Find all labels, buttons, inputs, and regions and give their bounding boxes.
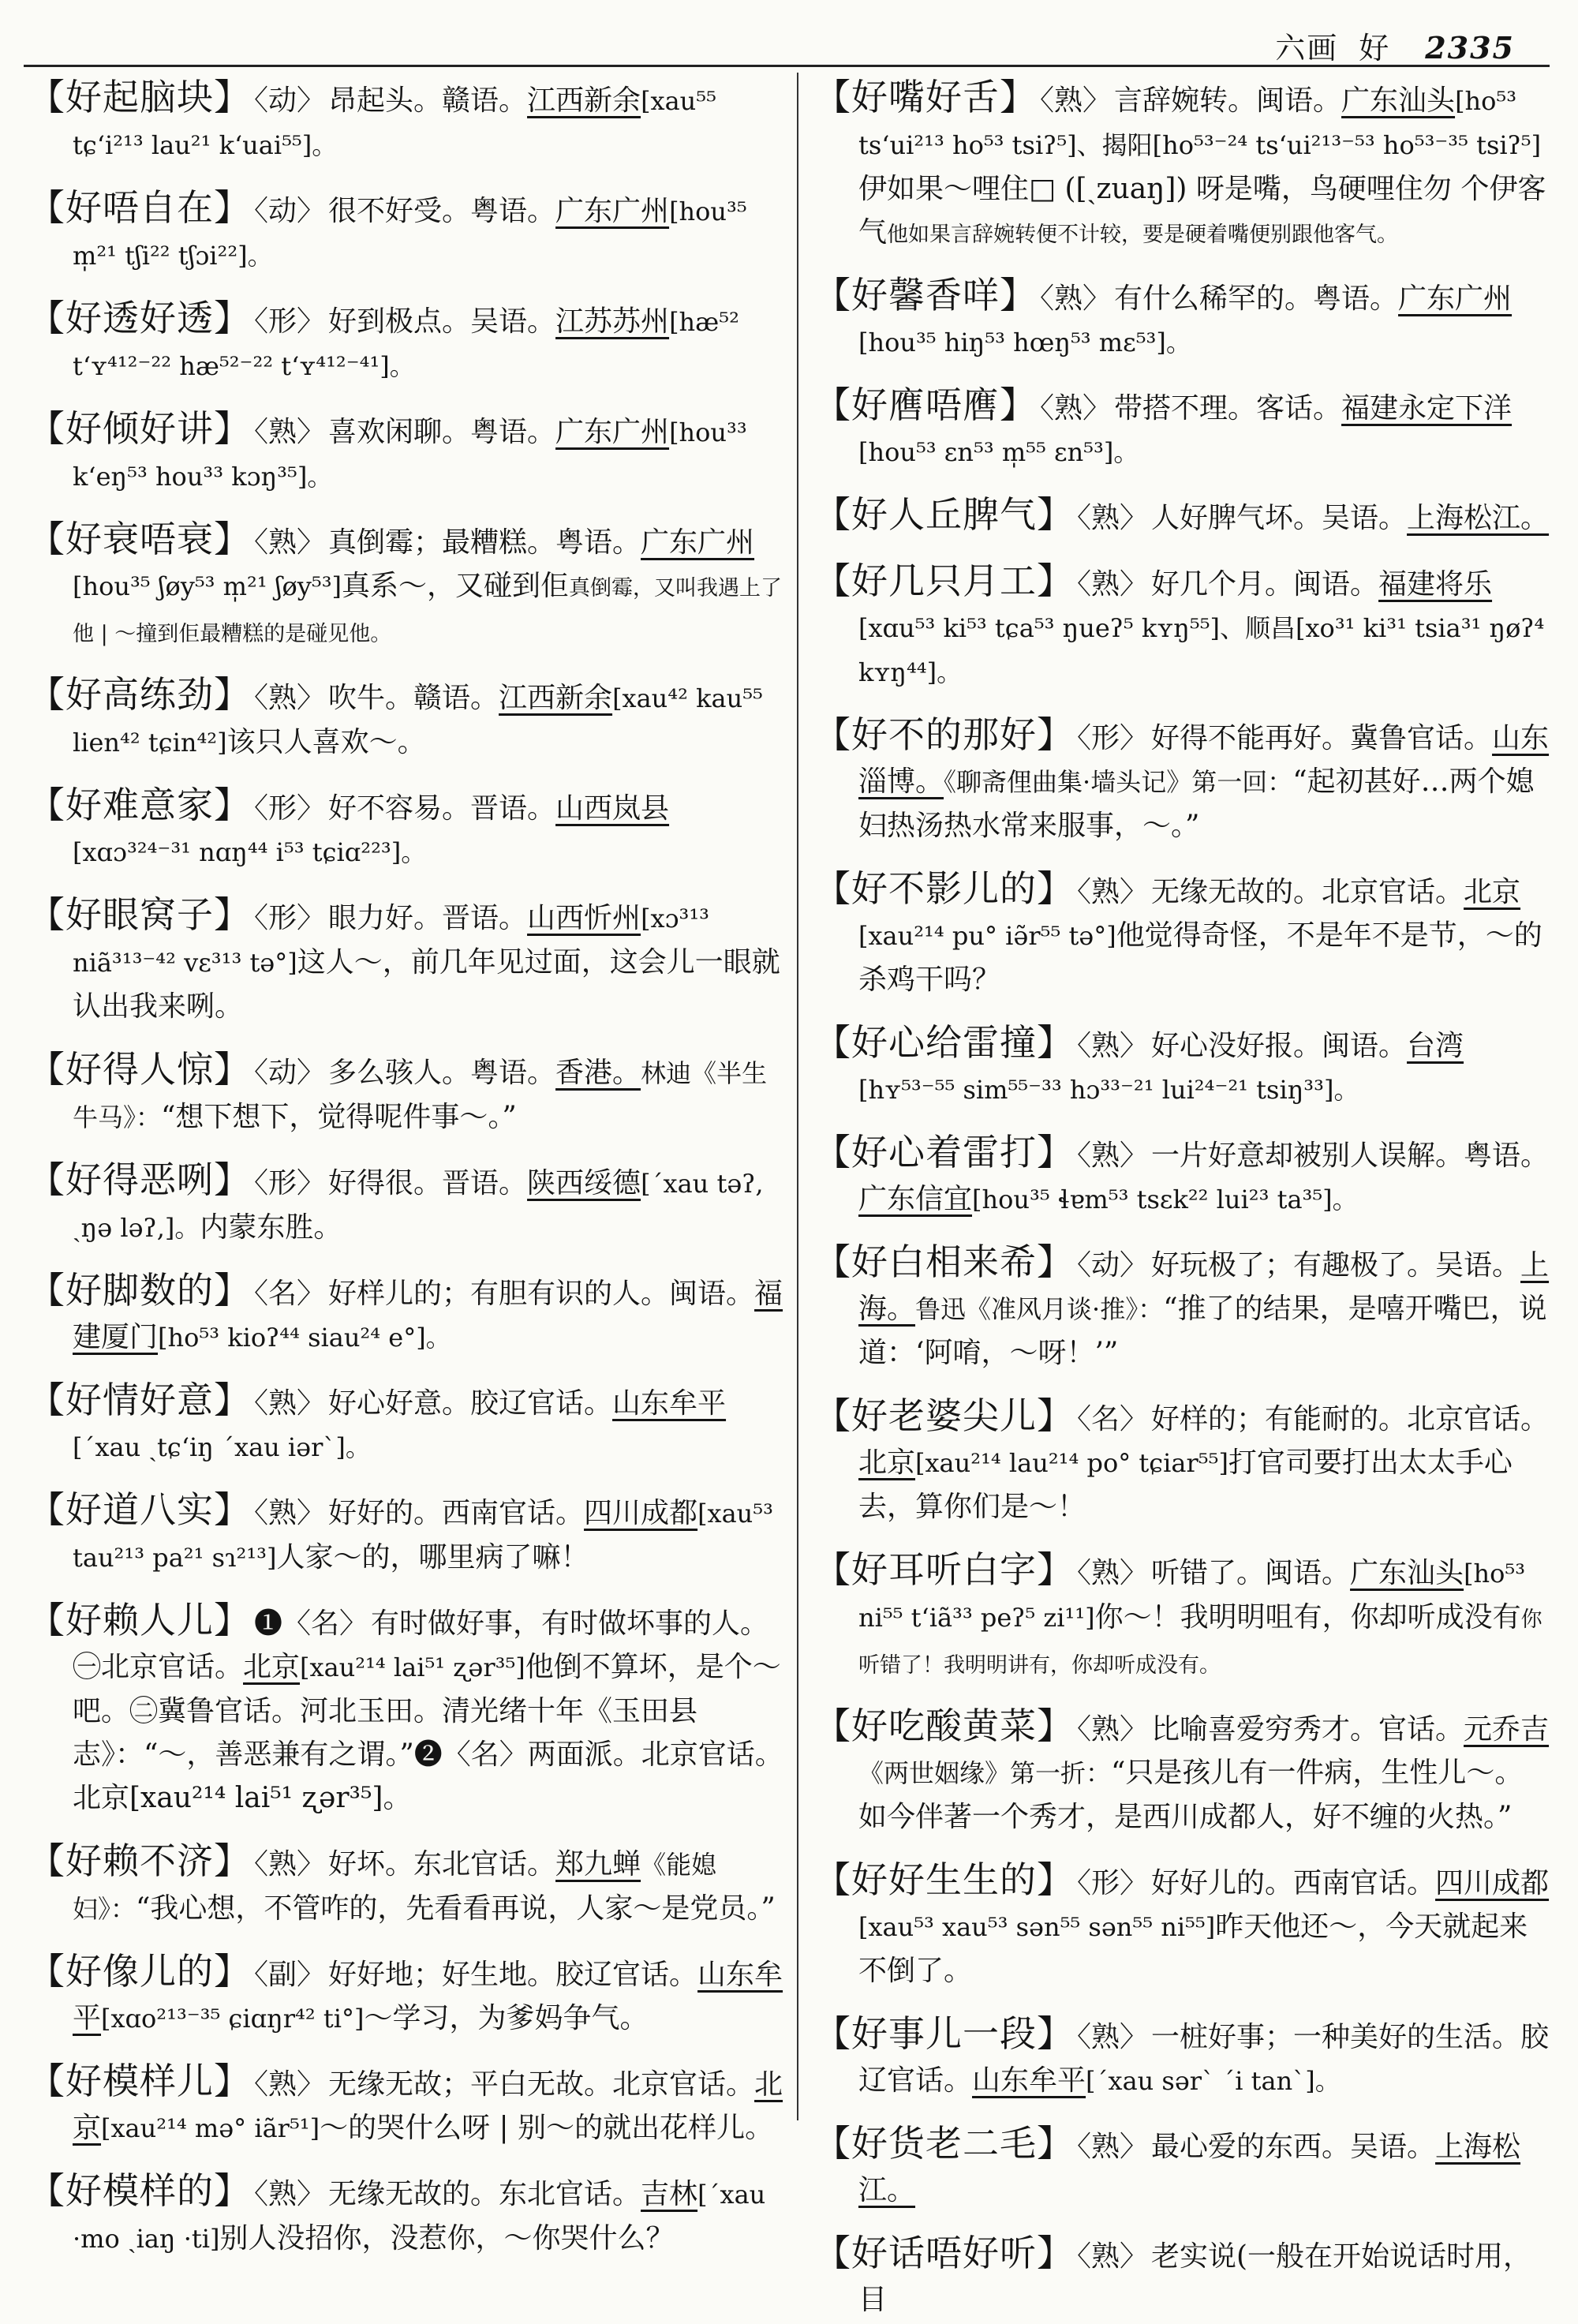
- entry-headword: 【好话唔好听】: [814, 2232, 1074, 2274]
- part-of-speech: 〈熟〉: [1040, 84, 1112, 117]
- part-of-speech: 〈熟〉: [1077, 1140, 1149, 1172]
- dictionary-entry: [814, 1394, 1550, 1531]
- definition: 好心没好报。: [1151, 1030, 1322, 1062]
- right-column: [814, 76, 1550, 2316]
- place-name: 上海松江。: [1407, 502, 1550, 534]
- dialect-group: 闽语。: [1265, 1557, 1351, 1589]
- pronunciation: [hou³⁵ ɬɐm⁵³ tsɛk²² lui²³ ta³⁵]。: [972, 1184, 1358, 1214]
- entry-headword: 【好高练劲】: [28, 673, 251, 716]
- place-name: 广东广州: [555, 416, 670, 448]
- head-char: 好: [1359, 31, 1391, 65]
- page-number: 2335: [1425, 30, 1515, 65]
- dialect-group: 吴语。: [1435, 1249, 1521, 1282]
- dialect-group: 北京官话。: [612, 2068, 755, 2101]
- column-divider: [797, 73, 798, 2120]
- place-name: 台湾: [1407, 1030, 1464, 1062]
- definition: 好心好意。: [328, 1387, 471, 1420]
- entry-headword: 【好噟唔噟】: [814, 384, 1037, 426]
- dialect-group: 西南官话。: [1293, 1867, 1436, 1899]
- pronunciation: [xau²¹⁴ lai⁵¹ ʐər³⁵]: [300, 1652, 525, 1682]
- entry-headword: 【好赖人儿】: [28, 1599, 251, 1641]
- part-of-speech: 〈熟〉: [1040, 392, 1112, 425]
- pronunciation: 《能媳妇》：: [73, 1850, 717, 1924]
- dialect-group: 官话。: [1378, 1713, 1464, 1746]
- place-name: 郑九蝉: [555, 1848, 641, 1881]
- entry-headword: 【好透好透】: [28, 297, 251, 339]
- dictionary-entry: [814, 1021, 1550, 1113]
- pronunciation: [hou³⁵ m̩²¹ tʃi²² tʃɔi²²]。: [73, 196, 747, 271]
- pronunciation: [hæ⁵² tʻʏ⁴¹²⁻²² hæ⁵²⁻²² tʻʏ⁴¹²⁻⁴¹]。: [73, 307, 739, 381]
- dialect-group: 东北官话。: [499, 2178, 641, 2210]
- dictionary-entry: [28, 673, 784, 766]
- part-of-speech: 〈动〉: [1077, 1249, 1149, 1282]
- entry-headword: 【好心给雷撞】: [814, 1021, 1074, 1064]
- part-of-speech: 〈熟〉: [254, 2178, 326, 2210]
- entry-headword: 【好白相来希】: [814, 1241, 1074, 1283]
- dialect-group: 粤语。: [1464, 1140, 1550, 1172]
- definition: 眼力好。: [328, 902, 443, 934]
- part-of-speech: 〈动〉: [254, 1057, 326, 1089]
- pronunciation: [xɑu⁵³ ki⁵³ tɕa⁵³ ŋueʔ⁵ kʏŋ⁵⁵]、顺昌[xo³¹ ki³¹ tsia³¹ ŋøʔ⁴ kʏŋ⁴⁴]。: [858, 613, 1545, 687]
- definition: 好样儿的；有胆有识的人。: [328, 1278, 670, 1310]
- example: 这人～，前几年见过面，这会儿一眼就认出我来咧。: [73, 946, 780, 1023]
- entry-headword: 【好不影儿的】: [814, 867, 1074, 910]
- part-of-speech: 〈熟〉: [1077, 2240, 1149, 2273]
- place-name: 山西忻州: [527, 902, 641, 934]
- pronunciation: [hou³⁵ ʃøy⁵³ m̩²¹ ʃøy⁵³]: [73, 571, 342, 601]
- definition: 好玩极了；有趣极了。: [1151, 1249, 1436, 1282]
- dictionary-entry: [814, 2012, 1550, 2105]
- part-of-speech: 〈熟〉: [254, 2068, 326, 2101]
- pronunciation: [xau²¹⁴ lau²¹⁴ po° tɕiar⁵⁵]: [915, 1448, 1228, 1478]
- pronunciation: [hou³³ kʻeŋ⁵³ hou³³ kɔŋ³⁵]。: [73, 417, 747, 492]
- place-name: 广东广州: [555, 195, 670, 227]
- definition: 真倒霉；最糟糕。: [328, 526, 556, 559]
- pronunciation: 林迪《半生牛马》：: [73, 1058, 768, 1132]
- definition: 好几个月。: [1151, 568, 1294, 601]
- dictionary-entry: [814, 274, 1550, 366]
- entry-headword: 【好得人惊】: [28, 1048, 251, 1091]
- entry-headword: 【好脚数的】: [28, 1269, 251, 1312]
- entry-headword: 【好道八实】: [28, 1488, 251, 1531]
- dialect-group: 晋语。: [442, 902, 528, 934]
- dictionary-entry: [28, 407, 784, 500]
- example: 人家～的，哪里病了嘛！: [276, 1541, 589, 1574]
- pronunciation: [ˊxau ·mo ˏiaŋ ·ti]: [73, 2180, 766, 2254]
- definition: 多么骇人。: [328, 1057, 471, 1089]
- pronunciation: [hou³⁵ hiŋ⁵³ hœŋ⁵³ mɛ⁵³]。: [858, 327, 1191, 357]
- entry-headword: 【好不的那好】: [814, 713, 1074, 756]
- part-of-speech: 〈形〉: [254, 1167, 326, 1199]
- place-name: 山西岚县: [555, 792, 670, 825]
- example: 内蒙东胜。: [200, 1211, 342, 1244]
- page-header: [1275, 24, 1515, 67]
- dialect-group: 北京官话。: [1322, 876, 1464, 908]
- dialect-group: 晋语。: [470, 792, 556, 825]
- entry-headword: 【好像儿的】: [28, 1950, 251, 1993]
- place-name: 福建厦门: [73, 1278, 783, 1353]
- dictionary-entry: [28, 2169, 784, 2262]
- part-of-speech: 〈熟〉: [254, 1848, 326, 1881]
- place-name: 山东牟平: [73, 1959, 783, 2034]
- left-column: [28, 76, 784, 2255]
- definition: 最心爱的东西。: [1151, 2131, 1351, 2163]
- definition: 无缘无故的。: [328, 2178, 499, 2210]
- place-name: 四川成都: [584, 1497, 698, 1529]
- place-name: 福建永定下洋: [1341, 392, 1513, 425]
- pronunciation: [ho⁵³ tsʻui²¹³ ho⁵³ tsiʔ⁵]、揭阳[ho⁵³⁻²⁴ tsʻui²¹³⁻⁵³ ho⁵³⁻³⁵ tsiʔ⁵]: [858, 86, 1542, 160]
- section-label: 六画: [1275, 31, 1339, 65]
- definition: 好得很。: [328, 1167, 443, 1199]
- entry-headword: 【好模样的】: [28, 2169, 251, 2212]
- place-name: 上海松江。: [858, 2131, 1521, 2206]
- definition: 昂起头。: [328, 84, 443, 117]
- dictionary-entry: [28, 186, 784, 279]
- place-name: 广东汕头: [1341, 84, 1456, 117]
- dialect-group: 胶辽官话。: [470, 1387, 613, 1420]
- dialect-group: 粤语。: [470, 1057, 556, 1089]
- pronunciation: [xau⁵³ xau⁵³ sən⁵⁵ sən⁵⁵ ni⁵⁵]: [858, 1912, 1216, 1942]
- part-of-speech: 〈熟〉: [1077, 1557, 1149, 1589]
- definition: 无缘无故；平白无故。: [328, 2068, 613, 2101]
- dictionary-entry: [28, 1599, 784, 1822]
- entry-headword: 【好情好意】: [28, 1379, 251, 1421]
- part-of-speech: 〈熟〉: [1077, 1030, 1149, 1062]
- dialect-group: 闽语。: [1322, 1030, 1408, 1062]
- pronunciation: [xau⁴² kau⁵⁵ lien⁴² tɕin⁴²]: [73, 683, 763, 758]
- example: 别人没招你，没惹你，～你哭什么？: [219, 2222, 675, 2255]
- entry-headword: 【好衰唔衰】: [28, 518, 251, 560]
- dictionary-entry: [28, 76, 784, 169]
- part-of-speech: 〈形〉: [254, 902, 326, 934]
- pronunciation: 《聊斋俚曲集·墙头记》第一回：: [944, 767, 1293, 797]
- definition: 很不好受。: [328, 195, 471, 227]
- place-name: 山东淄博。: [858, 722, 1550, 798]
- pronunciation: 《两世姻缘》第一折：: [858, 1758, 1112, 1788]
- part-of-speech: 〈名〉: [254, 1278, 326, 1310]
- dialect-group: 粤语。: [555, 526, 641, 559]
- part-of-speech: 〈熟〉: [1077, 1713, 1149, 1746]
- dialect-group: 客话。: [1256, 392, 1342, 425]
- definition: 一桩好事；一种美好的生活。: [1151, 2021, 1521, 2053]
- place-name: 元乔吉: [1464, 1713, 1550, 1746]
- entry-headword: 【好耳听白字】: [814, 1548, 1074, 1591]
- dialect-group: 闽语。: [669, 1278, 755, 1310]
- part-of-speech: 〈熟〉: [254, 526, 326, 559]
- definition: 言辞婉转。: [1114, 84, 1257, 117]
- pronunciation: [hou⁵³ ɛn⁵³ m̩⁵⁵ ɛn⁵³]。: [858, 437, 1139, 467]
- place-name: 上海。: [858, 1249, 1550, 1325]
- example: “想下想下，觉得呢件事～。”: [161, 1101, 517, 1133]
- definition: 好不容易。: [328, 792, 471, 825]
- place-name: 江西新余: [527, 84, 641, 117]
- dialect-group: 吴语。: [1322, 502, 1408, 534]
- dialect-group: 粤语。: [1313, 283, 1399, 315]
- part-of-speech: 〈熟〉: [1077, 2021, 1149, 2053]
- part-of-speech: 〈熟〉: [1077, 876, 1149, 908]
- dialect-group: 东北官话。: [413, 1848, 556, 1881]
- definition: 好样的；有能耐的。: [1151, 1403, 1408, 1435]
- dictionary-entry: [28, 1379, 784, 1471]
- entry-headword: 【好货老二毛】: [814, 2122, 1074, 2165]
- part-of-speech: 〈形〉: [1077, 1867, 1149, 1899]
- dialect-group: 吴语。: [1350, 2131, 1436, 2163]
- dialect-group: 晋语。: [442, 1167, 528, 1199]
- definition: 喜欢闲聊。: [328, 416, 471, 448]
- entry-headword: 【好眼窝子】: [28, 893, 251, 936]
- definition: 无缘无故的。: [1151, 876, 1322, 908]
- part-of-speech: 〈熟〉: [1040, 283, 1112, 315]
- pronunciation: [xau⁵⁵ tɕʻi²¹³ lau²¹ kʻuai⁵⁵]。: [73, 86, 716, 160]
- definition: 一片好意却被别人误解。: [1151, 1140, 1464, 1172]
- part-of-speech: 〈熟〉: [254, 1497, 326, 1529]
- dictionary-entry: [814, 713, 1550, 850]
- example: 他倒不算坏，是个～吧。㊁冀鲁官话。河北玉田。清光绪十年《玉田县志》：“～，善恶兼有之谓。”❷〈名〉两面派。北京官话。北京[xau²¹⁴ lai⁵¹ ʐər³⁵]。: [73, 1651, 783, 1814]
- part-of-speech: 〈形〉: [1077, 722, 1149, 754]
- entry-headword: 【好馨香咩】: [814, 274, 1037, 316]
- dictionary-entry: [814, 1858, 1550, 1995]
- dictionary-entry: [814, 76, 1550, 256]
- example: 伊如果～哩住□ ([ˏzuaŋ]) 呀是嘴，鸟硬哩住勿 个伊客气: [858, 173, 1546, 249]
- part-of-speech: 〈熟〉: [1077, 568, 1149, 601]
- example: “我心想，不管咋的，先看看再说，人家～是党员。”: [136, 1892, 776, 1925]
- entry-headword: 【好心着雷打】: [814, 1131, 1074, 1173]
- dictionary-entry: [814, 1705, 1550, 1841]
- example: “推了的结果，是嘻开嘴巴，说道：‘阿唷，～呀！’”: [858, 1293, 1547, 1369]
- dialect-group: 胶辽官话。: [555, 1959, 698, 1991]
- definition: 吹牛。: [328, 682, 414, 714]
- place-name: 广东汕头: [1350, 1557, 1464, 1589]
- dialect-group: 西南官话。: [442, 1497, 585, 1529]
- entry-headword: 【好几只月工】: [814, 559, 1074, 602]
- place-name: 北京: [858, 1446, 916, 1479]
- entry-headword: 【好赖不济】: [28, 1839, 251, 1882]
- pronunciation: [xɑɔ³²⁴⁻³¹ nɑŋ⁴⁴ i⁵³ tɕiɑ²²³]。: [73, 837, 427, 867]
- dictionary-entry: [814, 384, 1550, 476]
- entry-headword: 【好老婆尖儿】: [814, 1394, 1074, 1437]
- dictionary-entry: [814, 559, 1550, 696]
- example: 昨天他还～，今天就起来不倒了。: [858, 1910, 1528, 1987]
- part-of-speech: 〈熟〉: [1077, 2131, 1149, 2163]
- place-name: 陕西绥德: [527, 1167, 641, 1199]
- dialect-group: 北京官话。: [1407, 1403, 1550, 1435]
- entry-headword: 【好嘴好舌】: [814, 76, 1037, 118]
- dictionary-entry: [28, 1950, 784, 2042]
- place-name: 山东牟平: [972, 2064, 1086, 2097]
- dictionary-entry: [28, 1488, 784, 1581]
- dialect-group: 赣语。: [413, 682, 499, 714]
- definition: 比喻喜爱穷秀才。: [1151, 1713, 1379, 1746]
- dictionary-entry: [28, 2060, 784, 2152]
- pronunciation: [ho⁵³ kioʔ⁴⁴ siau²⁴ e°]。: [158, 1323, 451, 1353]
- dialect-group: 赣语。: [442, 84, 528, 117]
- dictionary-entry: [28, 518, 784, 656]
- definition: 好好地；好生地。: [328, 1959, 556, 1991]
- definition: 有时做好事，有时做坏事的人。㊀北京官话。: [73, 1607, 769, 1683]
- dictionary-entry: [814, 1548, 1550, 1687]
- dictionary-entry: [28, 784, 784, 876]
- part-of-speech: 〈形〉: [254, 792, 326, 825]
- part-of-speech: 〈副〉: [254, 1959, 326, 1991]
- dictionary-entry: [28, 1269, 784, 1361]
- example: “只是孩儿有一件病，生性儿～。如今伴著一个秀才，是西川成都人，好不缠的火热。”: [858, 1757, 1524, 1833]
- definition: 有什么稀罕的。: [1114, 283, 1314, 315]
- example: 该只人喜欢～。: [226, 726, 426, 758]
- entry-headword: 【好人丘脾气】: [814, 493, 1074, 536]
- entry-headword: 【好好生生的】: [814, 1858, 1074, 1901]
- pronunciation: [ˊxau sərˋ ˊi tanˋ]。: [1086, 2066, 1341, 2096]
- dialect-group: 闽语。: [1256, 84, 1342, 117]
- place-name: 吉林: [641, 2178, 698, 2210]
- pronunciation: [ˊxau təʔ, ˏŋə ləʔ,]。: [73, 1169, 764, 1243]
- definition: 人好脾气坏。: [1151, 502, 1322, 534]
- place-name: 广东广州: [641, 526, 755, 559]
- pronunciation: [xau²¹⁴ mə° iãr⁵¹]: [101, 2113, 320, 2143]
- example: ～学习，为爹妈争气。: [364, 2002, 649, 2034]
- definition: 好好的。: [328, 1497, 443, 1529]
- part-of-speech: 〈熟〉: [254, 1387, 326, 1420]
- place-name: 四川成都: [1435, 1867, 1550, 1899]
- pronunciation: [xɑo²¹³⁻³⁵ ɕiɑŋr⁴² ti°]: [101, 2004, 365, 2034]
- dictionary-entry: [814, 2122, 1550, 2214]
- dictionary-entry: [814, 867, 1550, 1004]
- dialect-group: 冀鲁官话。: [1350, 722, 1493, 754]
- part-of-speech: ❶〈名〉: [254, 1607, 368, 1640]
- definition: 听错了。: [1151, 1557, 1266, 1589]
- example: 你～！我明明咀有，你却听成没有: [1094, 1601, 1521, 1634]
- dialect-group: 闽语。: [1293, 568, 1379, 601]
- place-name: 广东广州: [1398, 283, 1513, 315]
- pronunciation: [xɔ³¹³ niã³¹³⁻⁴² vɛ³¹³ tə°]: [73, 904, 709, 978]
- place-name: 江西新余: [499, 682, 613, 714]
- dictionary-entry: [28, 1839, 784, 1933]
- gloss-note: 他如果言辞婉转便不计较，要是硬着嘴便别跟他客气。: [887, 223, 1399, 247]
- definition: 好好儿的。: [1151, 1867, 1294, 1899]
- definition: 好到极点。: [328, 305, 471, 338]
- dictionary-entry: [814, 1241, 1550, 1377]
- dialect-group: 吴语。: [470, 305, 556, 338]
- dialect-group: 粤语。: [470, 195, 556, 227]
- dialect-group: 粤语。: [470, 416, 556, 448]
- example: 他觉得奇怪，不是年不是节，～的杀鸡干吗？: [858, 919, 1542, 996]
- example: ～的哭什么呀 | 别～的就出花样儿。: [320, 2112, 774, 2144]
- pronunciation: [xau⁵³ tau²¹³ pa²¹ sɿ²¹³]: [73, 1499, 773, 1573]
- pronunciation: [ˊxau ˏtɕʻiŋ ˊxau iərˋ]。: [73, 1432, 371, 1462]
- definition: 老实说(一般在开始说话时用，目: [858, 2240, 1532, 2316]
- part-of-speech: 〈名〉: [1077, 1403, 1149, 1435]
- part-of-speech: 〈形〉: [254, 305, 326, 338]
- entry-headword: 【好起脑块】: [28, 76, 251, 118]
- place-name: 香港。: [555, 1057, 641, 1089]
- place-name: 江苏苏州: [555, 305, 670, 338]
- place-name: 北京: [73, 2068, 783, 2144]
- pronunciation: [hʏ⁵³⁻⁵⁵ sim⁵⁵⁻³³ hɔ³³⁻²¹ lui²⁴⁻²¹ tsiŋ³³]。: [858, 1075, 1359, 1105]
- entry-headword: 【好唔自在】: [28, 186, 251, 229]
- dialect-group: 胶辽官话。: [858, 2021, 1550, 2097]
- place-name: 北京: [1464, 876, 1521, 908]
- example: 打官司要打出太太手心去，算你们是～！: [858, 1446, 1513, 1523]
- dictionary-entry: [814, 2232, 1550, 2324]
- entry-headword: 【好事儿一段】: [814, 2012, 1074, 2055]
- example: 真系～，又碰到佢: [342, 570, 570, 602]
- place-name: 广东信宜: [858, 1183, 973, 1215]
- pronunciation: 鲁迅《准风月谈·推》：: [915, 1294, 1164, 1324]
- definition: 好坏。: [328, 1848, 414, 1881]
- part-of-speech: 〈动〉: [254, 195, 326, 227]
- place-name: 北京: [243, 1651, 301, 1683]
- dictionary-entry: [28, 893, 784, 1031]
- dictionary-entry: [28, 1158, 784, 1252]
- part-of-speech: 〈熟〉: [254, 416, 326, 448]
- part-of-speech: 〈熟〉: [1077, 502, 1149, 534]
- place-name: 福建将乐: [1378, 568, 1493, 601]
- entry-headword: 【好模样儿】: [28, 2060, 251, 2102]
- definition: 好得不能再好。: [1151, 722, 1351, 754]
- dictionary-entry: [28, 297, 784, 390]
- entry-headword: 【好吃酸黄菜】: [814, 1705, 1074, 1747]
- example: “起初甚好…两个媳妇热汤热水常来服事，～。”: [858, 765, 1535, 842]
- gloss-note: 你听错了！我明明讲有，你却听成没有。: [858, 1607, 1542, 1678]
- pronunciation: [xau²¹⁴ pu° iə̃r⁵⁵ tə°]: [858, 921, 1116, 951]
- definition: 带搭不理。: [1114, 392, 1257, 425]
- dictionary-entry: [814, 1131, 1550, 1223]
- entry-headword: 【好倾好讲】: [28, 407, 251, 450]
- place-name: 山东牟平: [612, 1387, 727, 1420]
- header-rule: [24, 65, 1550, 67]
- entry-headword: 【好得恶咧】: [28, 1158, 251, 1201]
- part-of-speech: 〈动〉: [254, 84, 326, 117]
- dictionary-entry: [28, 1048, 784, 1141]
- gloss-note: 真倒霉，又叫我遇上了他 | ～撞到佢最糟糕的是碰见他。: [73, 576, 783, 646]
- entry-headword: 【好难意家】: [28, 784, 251, 826]
- pronunciation: [ho⁵³ ni⁵⁵ tʻiã³³ peʔ⁵ zi¹¹]: [858, 1559, 1526, 1633]
- dictionary-entry: [814, 493, 1550, 542]
- part-of-speech: 〈熟〉: [254, 682, 326, 714]
